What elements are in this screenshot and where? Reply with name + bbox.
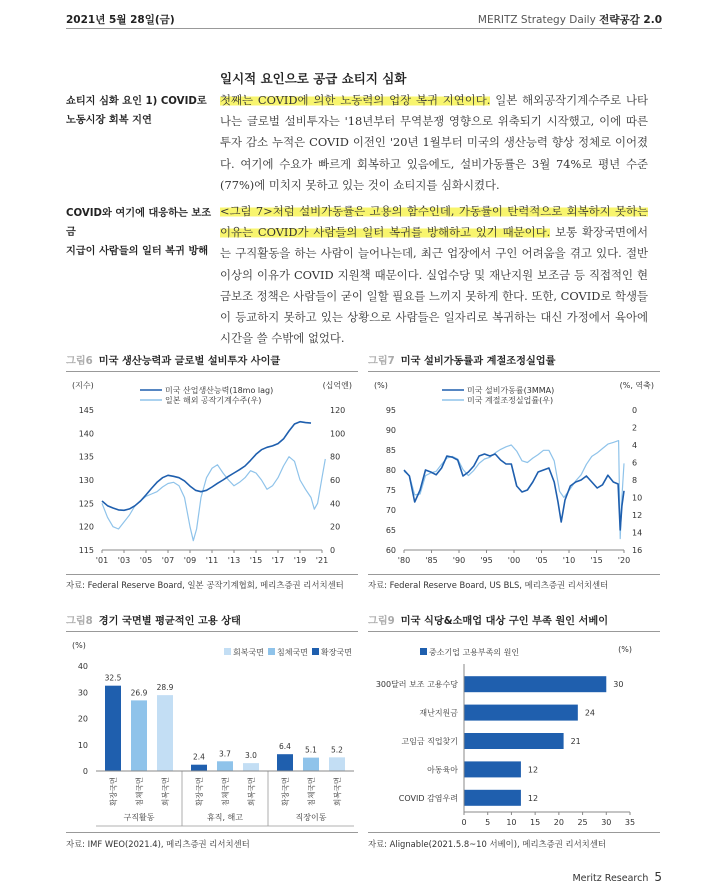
fig6-right-tick: 80 (330, 452, 341, 462)
fig8-group-label: 직장이동 (295, 813, 327, 822)
fig6-right-tick: 120 (330, 406, 346, 415)
fig9-x-tick: 0 (461, 818, 467, 827)
fig6-rule (66, 371, 358, 372)
fig8-bar (157, 695, 173, 771)
fig8-legend-swatch (224, 648, 231, 655)
fig6-x-tick: '09 (183, 556, 197, 565)
fig9-x-tick: 35 (624, 818, 636, 827)
fig9-x-tick: 5 (485, 818, 491, 827)
fig7-left-tick: 70 (385, 506, 396, 515)
fig9-legend-label: 중소기업 고용부족의 원인 (429, 648, 520, 657)
fig7-number: 그림7 (368, 356, 395, 367)
fig8-bar (329, 757, 345, 771)
fig8-title-text: 경기 국면별 평균적인 고용 상태 (98, 616, 241, 627)
fig8-bar (217, 761, 233, 771)
fig7-right-tick: 12 (632, 511, 643, 520)
fig8-source: 자료: IMF WEO(2021.4), 메리츠증권 리서치센터 (66, 839, 250, 849)
fig7-left-unit: (%) (374, 381, 388, 390)
fig8-category-label: 침체국면 (135, 777, 144, 806)
fig7-right-tick: 0 (632, 406, 638, 415)
side-note-1 (66, 92, 216, 130)
fig6-right-tick: 20 (330, 522, 341, 532)
fig7-left-tick: 60 (385, 546, 396, 555)
fig8-title (66, 612, 241, 627)
fig6-chart (66, 374, 358, 574)
fig9-bar (464, 790, 521, 806)
fig8-data-label: 28.9 (156, 683, 174, 693)
fig6-x-tick: '01 (95, 556, 109, 565)
fig9-number: 그림9 (368, 616, 395, 627)
fig7-x-tick: '10 (562, 556, 576, 565)
fig7-left-tick: 80 (385, 466, 396, 475)
fig7-legend-label: 미국 설비가동률(3MMA) (467, 386, 555, 395)
fig6-bottom-rule (66, 574, 358, 575)
fig8-data-label: 5.2 (331, 745, 343, 755)
fig6-right-tick: 0 (330, 546, 336, 555)
fig8-category-label: 회복국면 (333, 777, 342, 806)
fig7-right-tick: 2 (632, 423, 638, 433)
fig6-number: 그림6 (66, 356, 93, 367)
fig6-legend-label: 일본 해외 공작기계수주(우) (165, 396, 262, 405)
fig8-data-label: 32.5 (104, 673, 122, 683)
section-title: 일시적 요인으로 공급 쇼티지 심화 (220, 71, 407, 86)
fig8-number: 그림8 (66, 616, 93, 627)
fig8-category-label: 확장국면 (281, 777, 290, 806)
fig8-bar (243, 763, 259, 771)
fig8-data-label: 2.4 (193, 752, 205, 762)
fig7-right-tick: 16 (632, 546, 643, 555)
fig9-data-label: 12 (527, 793, 539, 803)
fig7-x-tick: '95 (480, 556, 493, 565)
fig9-bar (464, 733, 564, 749)
fig7-right-tick: 4 (632, 441, 638, 450)
fig8-category-label: 침체국면 (221, 777, 230, 806)
fig8-bar (191, 765, 207, 771)
fig8-bar (131, 700, 147, 771)
fig8-bar (277, 754, 293, 771)
fig6-right-unit: (십억엔) (322, 381, 352, 390)
fig8-bottom-rule (66, 832, 358, 833)
fig6-x-tick: '11 (205, 556, 219, 565)
fig9-category-label: 고임금 직업찾기 (401, 737, 458, 746)
fig6-right-tick: 40 (330, 499, 341, 509)
fig7-title-text: 미국 설비가동률과 계절조정실업률 (400, 356, 556, 367)
fig8-y-tick: 20 (77, 714, 88, 724)
fig6-series-line (102, 422, 311, 511)
fig8-category-label: 회복국면 (161, 777, 170, 806)
fig8-data-label: 5.1 (305, 745, 317, 755)
fig7-title (368, 352, 556, 367)
fig9-legend-swatch (420, 648, 427, 655)
fig9-category-label: 300달러 보조 고용수당 (375, 680, 458, 690)
fig7-series-line (404, 441, 624, 539)
side-note-2-line2: 지급이 사람들의 일터 복귀 방해 (66, 246, 209, 257)
side-note-1-line2: 노동시장 회복 지연 (66, 115, 152, 126)
fig6-left-tick: 120 (78, 522, 94, 532)
fig8-category-label: 회복국면 (247, 777, 256, 806)
fig9-bar (464, 705, 578, 721)
fig9-data-label: 21 (570, 737, 581, 746)
fig9-rule (368, 631, 660, 632)
fig8-legend-label: 확장국면 (321, 648, 352, 657)
fig9-data-label: 12 (527, 765, 539, 775)
fig9-x-tick: 20 (553, 818, 564, 827)
fig6-x-tick: '07 (161, 556, 175, 565)
fig6-title (66, 352, 280, 367)
fig9-unit: (%) (618, 645, 632, 654)
page-number: 5 (654, 870, 662, 884)
fig9-title-text: 미국 식당&소매업 대상 구인 부족 원인 서베이 (400, 616, 609, 627)
fig8-data-label: 3.7 (219, 749, 231, 759)
fig8-legend-swatch (312, 648, 319, 655)
fig8-group-label: 휴직, 해고 (207, 813, 243, 822)
fig7-series-line (404, 454, 624, 530)
fig8-chart (66, 634, 358, 830)
fig7-x-tick: '05 (535, 556, 548, 565)
fig7-right-tick: 10 (632, 493, 643, 503)
fig7-x-tick: '90 (452, 556, 466, 565)
page-header (66, 8, 662, 30)
fig9-category-label: COVID 감염우려 (398, 793, 458, 803)
header-report-prefix: MERITZ Strategy Daily (477, 14, 596, 26)
fig6-series-line (102, 457, 325, 541)
fig7-left-tick: 90 (385, 426, 396, 435)
fig9-chart (368, 634, 660, 830)
fig8-bar (105, 686, 121, 771)
paragraph-1 (220, 90, 648, 196)
fig9-x-tick: 25 (577, 818, 588, 827)
fig8-legend-label: 회복국면 (233, 648, 264, 657)
fig6-legend-label: 미국 산업생산능력(18mo lag) (165, 386, 274, 395)
fig6-left-tick: 115 (78, 546, 94, 555)
fig9-bar (464, 761, 521, 777)
fig8-y-tick: 10 (77, 740, 88, 750)
fig8-data-label: 6.4 (279, 742, 291, 752)
header-date: 2021년 5월 28일(금) (66, 14, 175, 26)
fig8-category-label: 확장국면 (195, 777, 204, 806)
fig8-legend-label: 침체국면 (277, 648, 308, 657)
fig7-left-tick: 85 (385, 446, 396, 455)
fig6-x-tick: '19 (293, 556, 307, 565)
fig9-data-label: 24 (584, 708, 596, 718)
header-rule (66, 28, 662, 29)
fig6-x-tick: '17 (271, 556, 285, 565)
fig6-title-text: 미국 생산능력과 글로벌 설비투자 사이클 (98, 356, 281, 367)
fig8-group-label: 구직활동 (123, 813, 155, 822)
side-note-2 (66, 204, 216, 261)
fig6-source: 자료: Federal Reserve Board, 일본 공작기계협회, 메리츠증권 리서치센터 (66, 580, 344, 590)
footer-brand: Meritz Research (572, 873, 649, 884)
fig9-bar (464, 676, 606, 692)
fig8-category-label: 확장국면 (109, 777, 118, 806)
fig9-source: 자료: Alignable(2021.5.8~10 서베이), 메리츠증권 리서치센터 (368, 839, 606, 849)
fig7-source: 자료: Federal Reserve Board, US BLS, 메리츠증권 리서치센터 (368, 580, 609, 590)
header-report-title: 전략공감 2.0 (599, 14, 662, 26)
fig6-left-tick: 140 (78, 429, 94, 439)
fig6-right-tick: 60 (330, 476, 341, 485)
fig8-y-tick: 0 (82, 767, 88, 776)
fig9-x-tick: 30 (601, 818, 612, 827)
fig7-left-tick: 65 (385, 526, 396, 535)
fig8-category-label: 침체국면 (307, 777, 316, 806)
fig7-x-tick: '85 (425, 556, 438, 565)
fig7-right-tick: 14 (632, 528, 643, 538)
fig7-x-tick: '20 (617, 556, 631, 565)
fig7-legend-label: 미국 계절조정실업률(우) (467, 396, 554, 405)
fig7-x-tick: '15 (590, 556, 603, 565)
fig7-right-unit: (%, 역축) (619, 381, 654, 390)
fig6-right-tick: 100 (330, 429, 346, 439)
fig8-y-tick: 40 (77, 662, 88, 671)
fig6-x-tick: '21 (315, 556, 329, 565)
fig6-x-tick: '15 (249, 556, 263, 565)
fig7-chart (368, 374, 660, 574)
fig9-data-label: 30 (613, 680, 624, 690)
fig6-x-tick: '05 (139, 556, 153, 565)
fig7-right-tick: 8 (632, 476, 638, 485)
fig8-bar (303, 758, 319, 771)
fig7-left-tick: 75 (385, 486, 396, 495)
fig7-left-tick: 95 (385, 406, 396, 415)
side-note-2-line1: COVID와 여기에 대응하는 보조금 (66, 208, 212, 238)
paragraph-1-text: 일본 해외공작기계수주로 나타나는 글로벌 설비투자는 '18년부터 무역분쟁 영향으로 위축되기 시작했고, 이에 따른 투자 감소 누적은 COVID 이전인 '20년 1월부터 미국의 생산능력 향상 정체로 이어졌다. 여기에 수요가 빠르게 회복하고 있음에도, 설비가동률은 3월 74%로 평년 수준(77%)에 미치지 못하고 있는 것이 쇼티지를 심화시켰다. (220, 93, 648, 192)
fig6-left-tick: 125 (78, 499, 94, 509)
fig6-x-tick: '03 (117, 556, 131, 565)
fig7-x-tick: '80 (397, 556, 411, 565)
fig6-left-tick: 145 (78, 406, 94, 415)
paragraph-1-highlight: 첫째는 COVID에 의한 노동력의 업장 복귀 지연이다. (220, 93, 491, 107)
paragraph-2 (220, 201, 648, 349)
fig9-title (368, 612, 608, 627)
fig9-bottom-rule (368, 832, 660, 833)
fig8-rule (66, 631, 358, 632)
paragraph-2-text: 보통 확장국면에서는 구직활동을 하는 사람이 늘어나는데, 최근 업장에서 구인 어려움을 겪고 있다. 절반 이상의 이유가 COVID 지원책 때문이다. 실업수당 및 재난지원 보조금 등 직접적인 현금보조 정책은 사람들이 굳이 일할 필요를 느끼지 못하게 한다. 또한, COVID로 학생들이 등교하지 못하고 있는 상황으로 사람들은 일자리로 복귀하는 대신 가정에서 육아에 시간을 쓸 수밖에 없었다. (220, 225, 648, 346)
fig7-bottom-rule (368, 574, 660, 575)
fig6-left-unit: (지수) (72, 381, 94, 390)
paragraph-2-highlight: <그림 7>처럼 설비가동률은 고용의 함수인데, 가동률이 탄력적으로 회복하지 못하는 이유는 COVID가 사람들의 일터 복귀를 방해하고 있기 때문이다. (220, 204, 648, 240)
fig9-category-label: 아동육아 (427, 765, 458, 775)
fig7-right-tick: 6 (632, 458, 638, 468)
fig8-legend-swatch (268, 648, 275, 655)
fig7-rule (368, 371, 660, 372)
fig8-data-label: 3.0 (245, 751, 257, 761)
fig9-category-label: 재난지원금 (419, 708, 458, 718)
fig6-left-tick: 130 (78, 476, 94, 485)
fig9-x-tick: 10 (506, 818, 517, 827)
header-report-name (478, 12, 662, 27)
page-footer (572, 870, 662, 884)
fig7-x-tick: '00 (507, 556, 521, 565)
fig9-x-tick: 15 (530, 818, 541, 827)
side-note-1-line1: 쇼티지 심화 요인 1) COVID로 (66, 96, 207, 107)
fig6-x-tick: '13 (227, 556, 241, 565)
fig6-left-tick: 135 (78, 452, 94, 462)
fig8-unit: (%) (72, 641, 86, 650)
fig8-data-label: 26.9 (130, 688, 148, 698)
fig8-y-tick: 30 (77, 688, 88, 698)
